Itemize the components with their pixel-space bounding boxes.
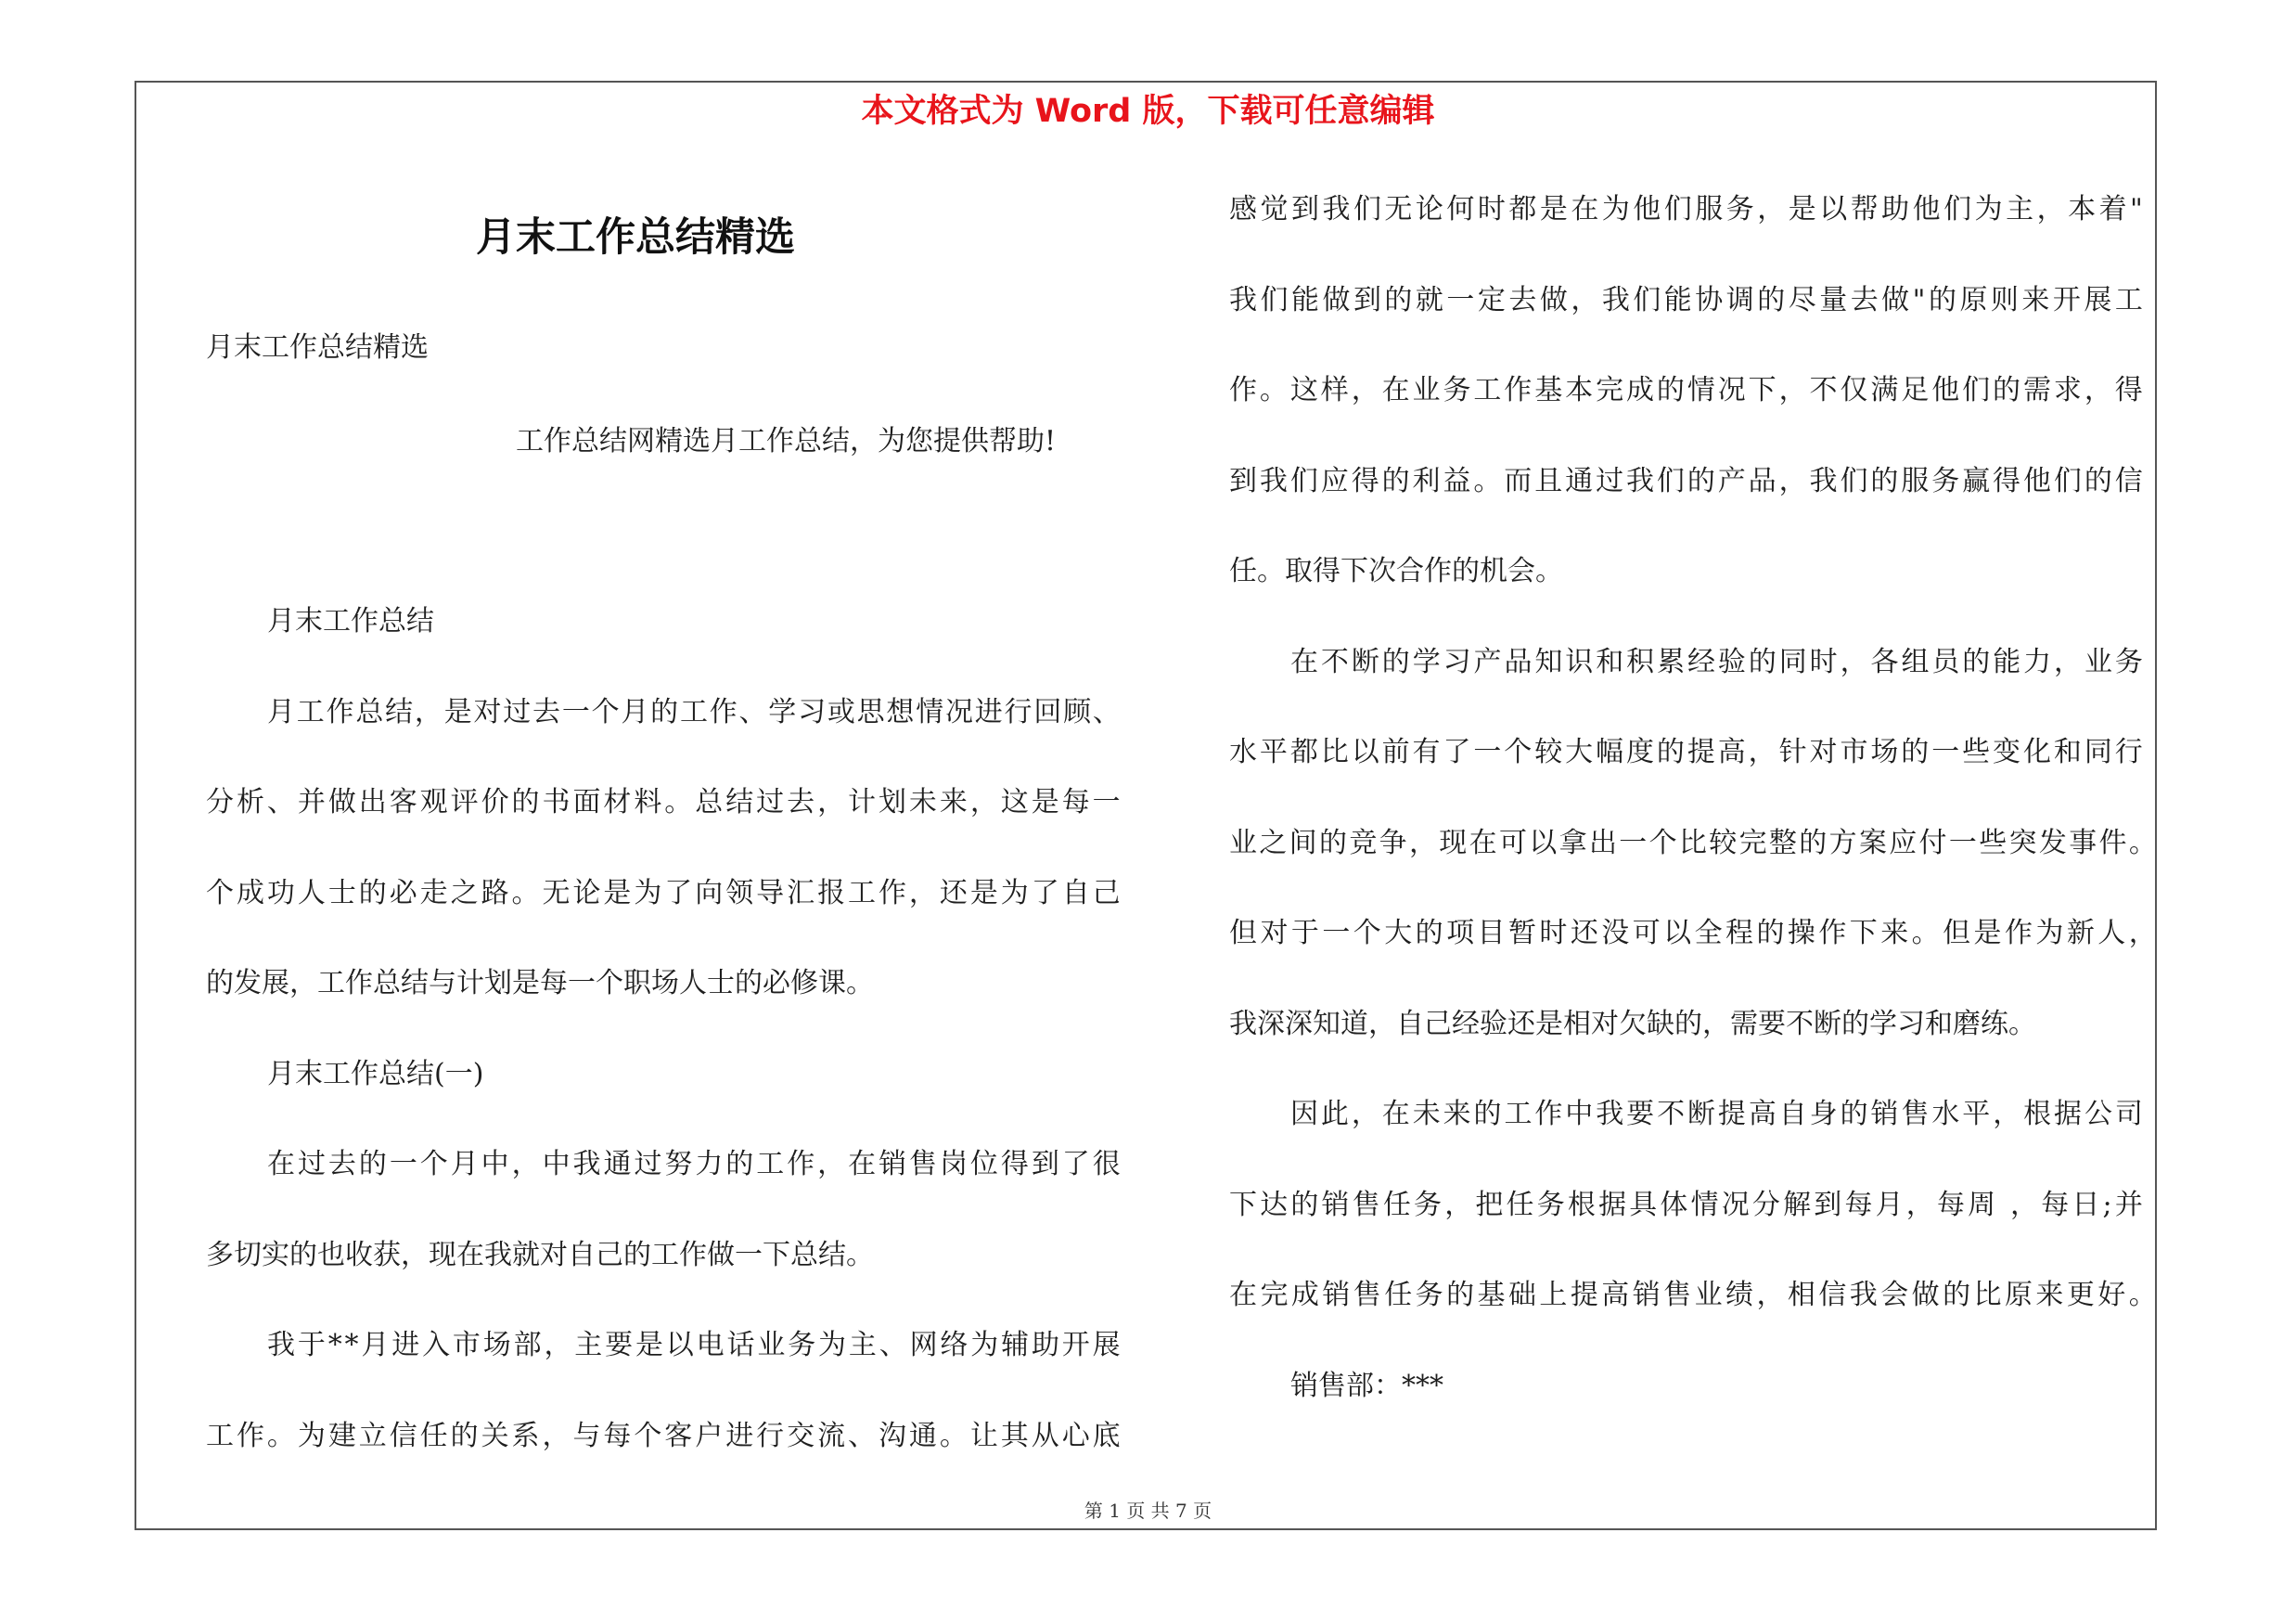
right-line: 在 完 成 销 售 任 务 的 基 础 上 提 高 销 售 业 绩 ， 相 信 我 会 做 的 比 原 来 更 好 。 <box>1229 1279 2157 1311</box>
right-line: 作 。 这 样 ， 在 业 务 工 作 基 本 完 成 的 情 况 下 ， 不 仅 满 足 他 们 的 需 求 ， 得 <box>1229 374 2143 406</box>
right-line: 但 对 于 一 个 大 的 项 目 暂 时 还 没 可 以 全 程 的 操 作 下 来 。 但 是 作 为 新 人 ， <box>1229 917 2157 949</box>
left-line: 工作总结网精选月工作总结，为您提供帮助! <box>516 425 1057 457</box>
right-line: 下 达 的 销 售 任 务 ， 把 任 务 根 据 具 体 情 况 分 解 到 每 月 ， 每 周 ， 每 日 ; 并 <box>1229 1189 2143 1221</box>
right-line: 在 不 断 的 学 习 产 品 知 识 和 积 累 经 验 的 同 时 ， 各 组 员 的 能 力 ， 业 务 <box>1290 646 2143 678</box>
left-line: 分 析 、 并 做 出 客 观 评 价 的 书 面 材 料 。 总 结 过 去 ， 计 划 未 来 ， 这 是 每 一 <box>206 786 1121 818</box>
left-line: 我 于 * * 月 进 入 市 场 部 ， 主 要 是 以 电 话 业 务 为 主 、 网 络 为 辅 助 开 展 <box>267 1329 1121 1361</box>
right-line: 感 觉 到 我 们 无 论 何 时 都 是 在 为 他 们 服 务 ， 是 以 帮 助 他 们 为 主 ， 本 着 " <box>1229 193 2143 225</box>
left-line: 个 成 功 人 士 的 必 走 之 路 。 无 论 是 为 了 向 领 导 汇 报 工 作 ， 还 是 为 了 自 己 <box>206 877 1121 909</box>
right-line: 我 们 能 做 到 的 就 一 定 去 做 ， 我 们 能 协 调 的 尽 量 去 做 " 的 原 则 来 开 展 工 <box>1229 284 2143 316</box>
left-line: 月末工作总结 <box>267 605 434 638</box>
left-line: 工 作 。 为 建 立 信 任 的 关 系 ， 与 每 个 客 户 进 行 交 流 、 沟 通 。 让 其 从 心 底 <box>206 1420 1121 1452</box>
left-line: 多切实的也收获，现在我就对自己的工作做一下总结。 <box>206 1239 874 1271</box>
right-line: 业 之 间 的 竞 争 ， 现 在 可 以 拿 出 一 个 比 较 完 整 的 方 案 应 付 一 些 突 发 事 件 。 <box>1229 827 2157 859</box>
right-line: 水 平 都 比 以 前 有 了 一 个 较 大 幅 度 的 提 高 ， 针 对 市 场 的 一 些 变 化 和 同 行 <box>1229 736 2143 768</box>
format-notice-banner: 本文格式为 Word 版，下载可任意编辑 <box>861 93 1435 130</box>
page-number-footer: 第 1 页 共 7 页 <box>1084 1500 1212 1522</box>
document-title: 月末工作总结精选 <box>476 214 795 261</box>
left-line: 月末工作总结(一) <box>267 1058 484 1090</box>
left-line: 在 过 去 的 一 个 月 中 ， 中 我 通 过 努 力 的 工 作 ， 在 销 售 岗 位 得 到 了 很 <box>267 1148 1121 1180</box>
right-line: 我深深知道，自己经验还是相对欠缺的，需要不断的学习和磨练。 <box>1229 1008 2036 1040</box>
right-line: 任。取得下次合作的机会。 <box>1229 555 1563 587</box>
left-line: 的发展，工作总结与计划是每一个职场人士的必修课。 <box>206 967 874 999</box>
left-line: 月 工 作 总 结 ， 是 对 过 去 一 个 月 的 工 作 、 学 习 或 思 想 情 况 进 行 回 顾 、 <box>267 696 1121 728</box>
right-line: 到 我 们 应 得 的 利 益 。 而 且 通 过 我 们 的 产 品 ， 我 们 的 服 务 赢 得 他 们 的 信 <box>1229 465 2143 497</box>
left-line: 月末工作总结精选 <box>206 331 429 364</box>
right-line: 销售部：*** <box>1290 1370 1443 1402</box>
right-line: 因 此 ， 在 未 来 的 工 作 中 我 要 不 断 提 高 自 身 的 销 售 水 平 ， 根 据 公 司 <box>1290 1098 2143 1130</box>
